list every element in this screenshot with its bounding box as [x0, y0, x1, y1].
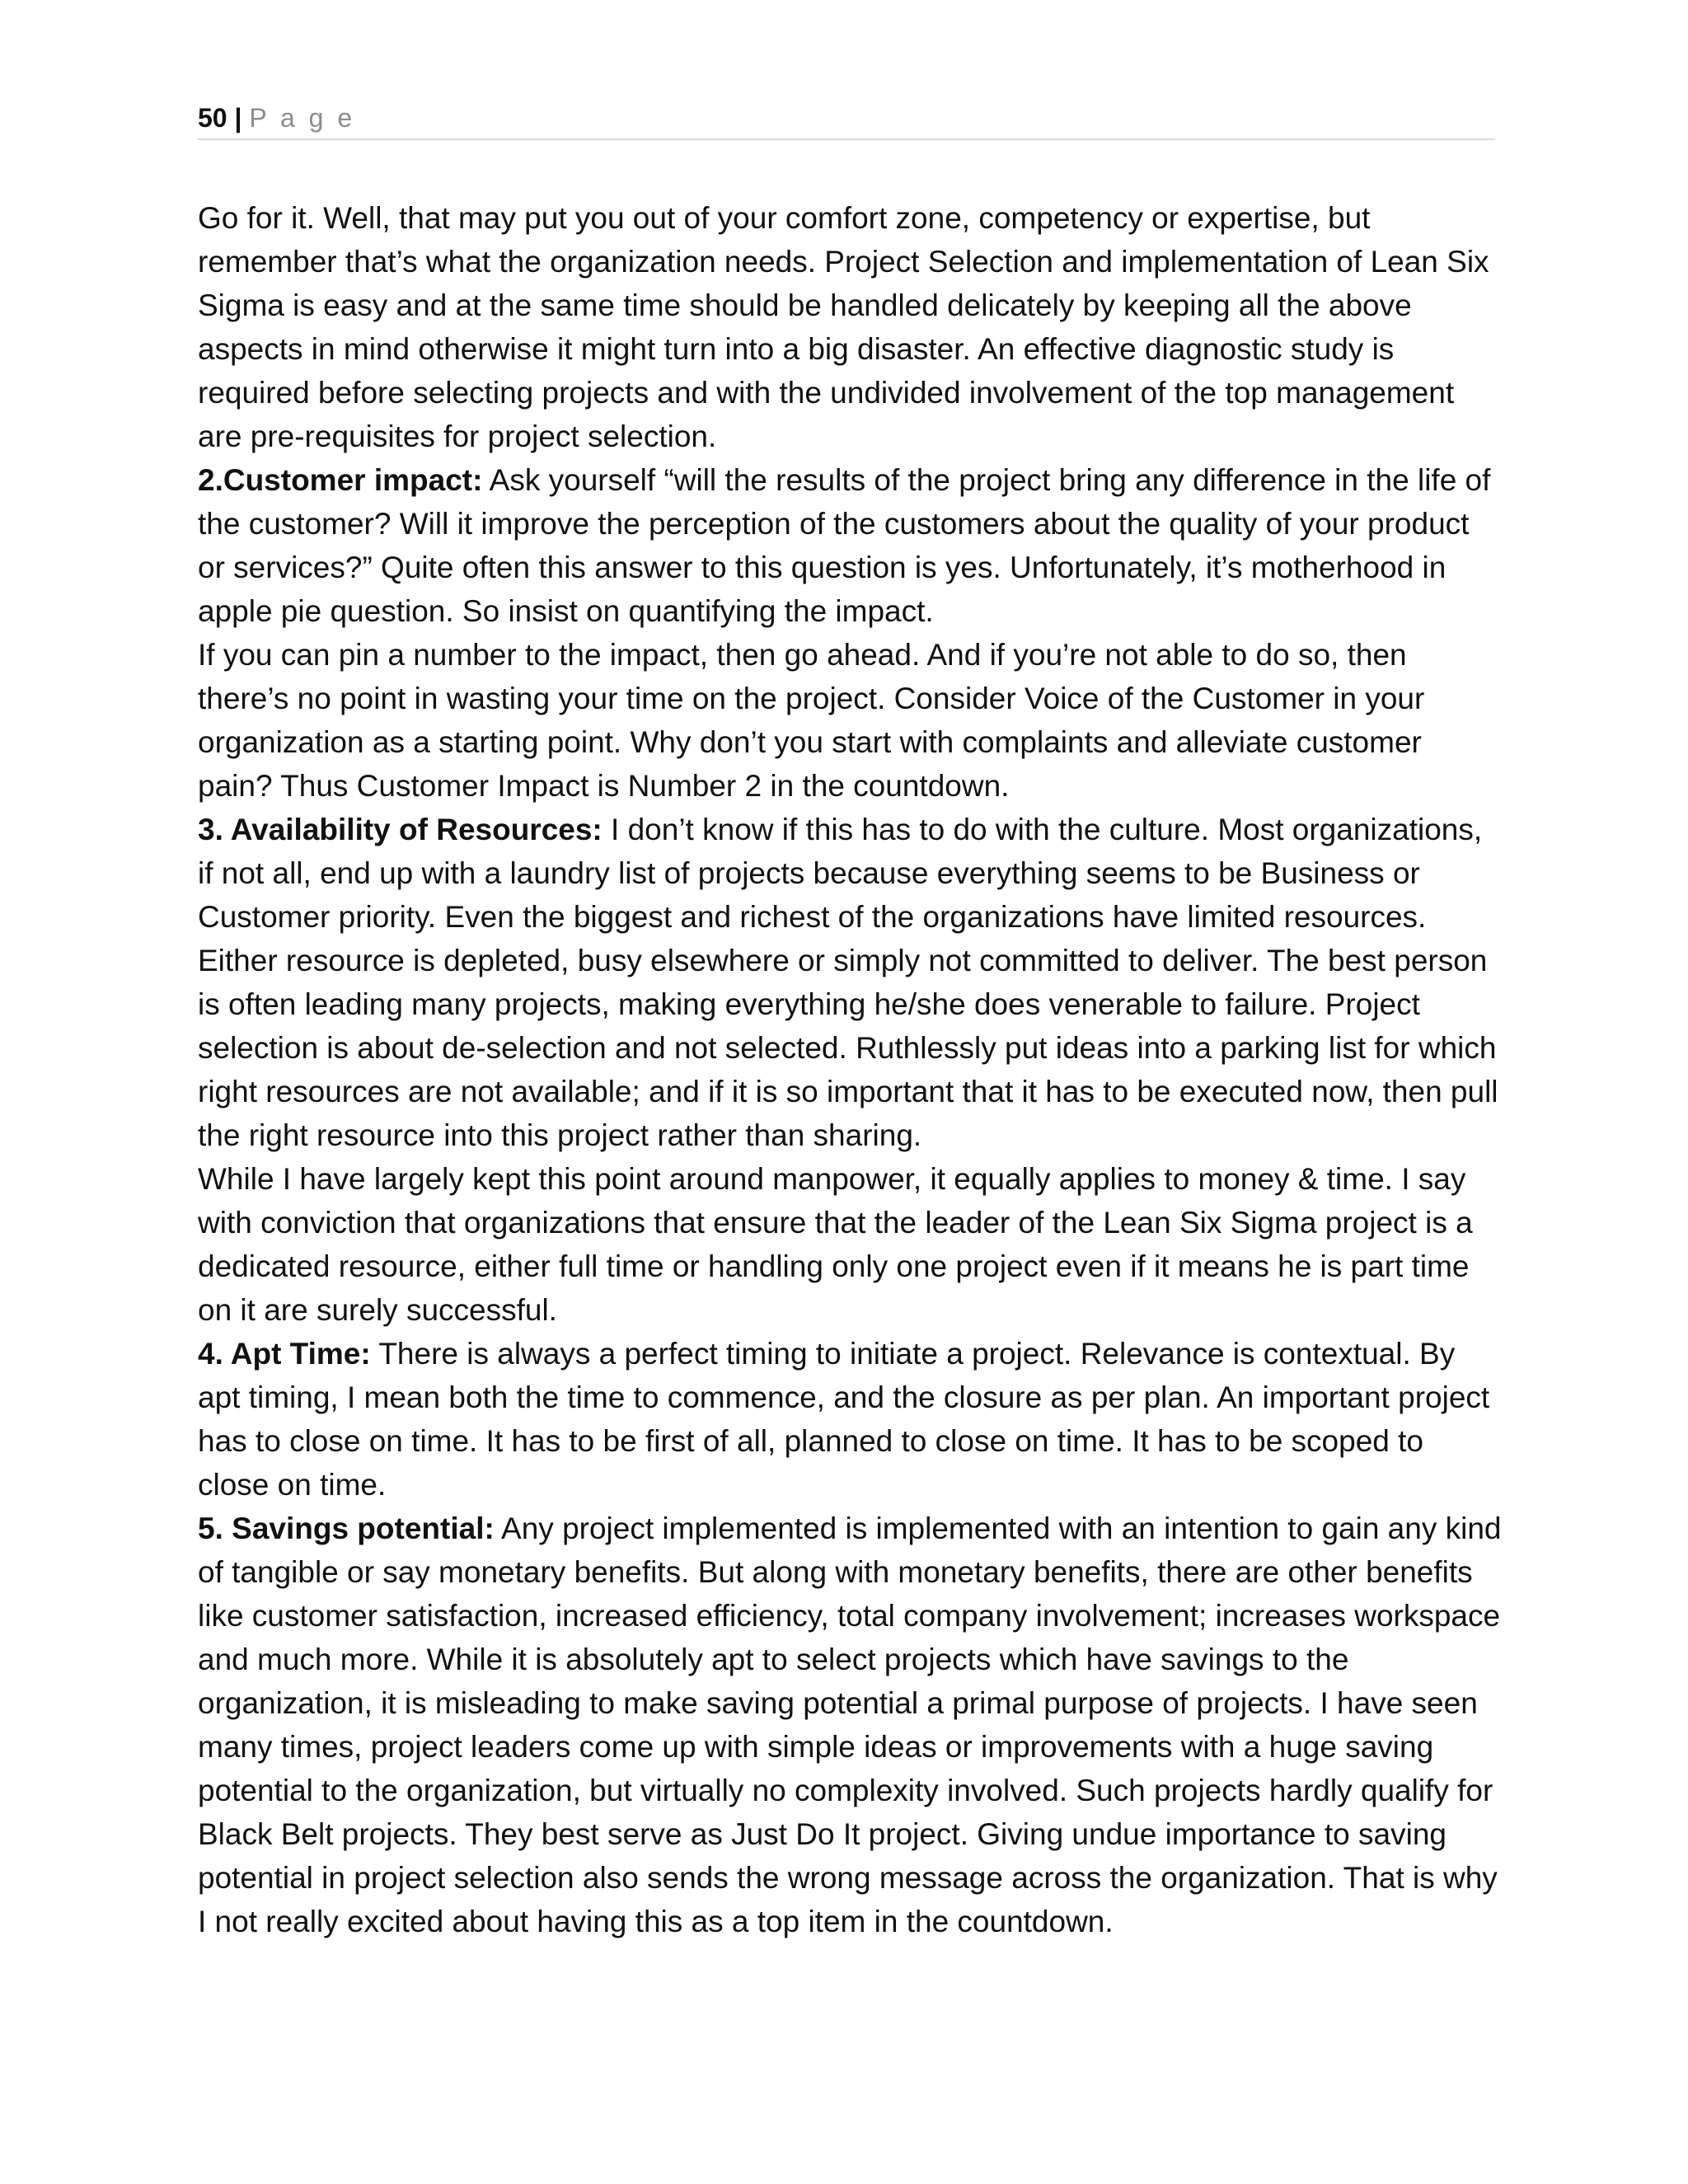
page-number: 50 — [198, 103, 227, 133]
paragraph-text: Any project implemented is implemented with an intention to gain any kind of tangible or say monetary benefits. But along with monetary benefits, there are other benefits like customer satisfaction, increased efficiency, total company involvement; increases workspace and much more. While it is absolutely apt to select projects which have savings to the organization, it is misleading to make saving potential a primal purpose of projects. I have seen many times, project leaders come up with simple ideas or improvements with a huge saving potential to the organization, but virtually no complexity involved. Such projects hardly qualify for Black Belt projects. They best serve as Just Do It project. Giving undue importance to saving potential in project selection also sends the wrong message across the organization. That is why I not really excited about having this as a top item in the countdown. — [198, 1511, 1502, 1938]
paragraph-savings-potential — [198, 1507, 1502, 1943]
paragraph-resources-cont — [198, 1157, 1502, 1332]
paragraph-customer-impact-cont — [198, 633, 1502, 808]
paragraph-apt-time — [198, 1332, 1502, 1507]
section-heading-apt-time: 4. Apt Time: — [198, 1337, 371, 1371]
paragraph-text: I don’t know if this has to do with the culture. Most organizations, if not all, end up with a laundry list of projects because everything seems to be Business or Customer priority. Even the biggest and richest of the organizations have limited resources. Either resource is depleted, busy elsewhere or simply not committed to deliver. The best person is often leading many projects, making everything he/she does venerable to failure. Project selection is about de-selection and not selected. Ruthlessly put ideas into a parking list for which right resources are not available; and if it is so important that it has to be executed now, then pull the right resource into this project rather than sharing. — [198, 813, 1498, 1152]
paragraph-text: Go for it. Well, that may put you out of your comfort zone, competency or expertise, but remember that’s what the organization needs. Project Selection and implementation of Lean Six Sigma is easy and at the same time should be handled delicately by keeping all the above aspects in mind otherwise it might turn into a big disaster. An effective diagnostic study is required before selecting projects and with the undivided involvement of the top management are pre-requisites for project selection. — [198, 201, 1489, 453]
page-header — [198, 97, 1495, 140]
paragraph-intro — [198, 196, 1502, 458]
page-separator: | — [234, 103, 242, 133]
section-heading-availability-of-resources: 3. Availability of Resources: — [198, 813, 603, 846]
paragraph-text: There is always a perfect timing to initiate a project. Relevance is contextual. By apt timing, I mean both the time to commence, and the closure as per plan. An important project has to close on time. It has to be first of all, planned to close on time. It has to be scoped to close on time. — [198, 1337, 1490, 1502]
paragraph-text: Ask yourself “will the results of the project bring any difference in the life of the customer? Will it improve the perception of the customers about the quality of your product or services?” Quite often this answer to this question is yes. Unfortunately, it’s motherhood in apple pie question. So insist on quantifying the impact. — [198, 463, 1491, 628]
paragraph-customer-impact — [198, 458, 1502, 633]
paragraph-text: If you can pin a number to the impact, then go ahead. And if you’re not able to do so, then there’s no point in wasting your time on the project. Consider Voice of the Customer in your organization as a starting point. Why don’t you start with complaints and alleviate customer pain? Thus Customer Impact is Number 2 in the countdown. — [198, 638, 1425, 803]
paragraph-availability-of-resources — [198, 808, 1502, 1157]
document-body — [198, 196, 1502, 1943]
section-heading-savings-potential: 5. Savings potential: — [198, 1511, 495, 1545]
paragraph-text: While I have largely kept this point around manpower, it equally applies to money & time. I say with conviction that organizations that ensure that the leader of the Lean Six Sigma project is a dedicated resource, either full time or handling only one project even if it means he is part time on it are surely successful. — [198, 1162, 1473, 1327]
section-heading-customer-impact: 2.Customer impact: — [198, 463, 483, 497]
page-label: P a g e — [249, 103, 356, 133]
